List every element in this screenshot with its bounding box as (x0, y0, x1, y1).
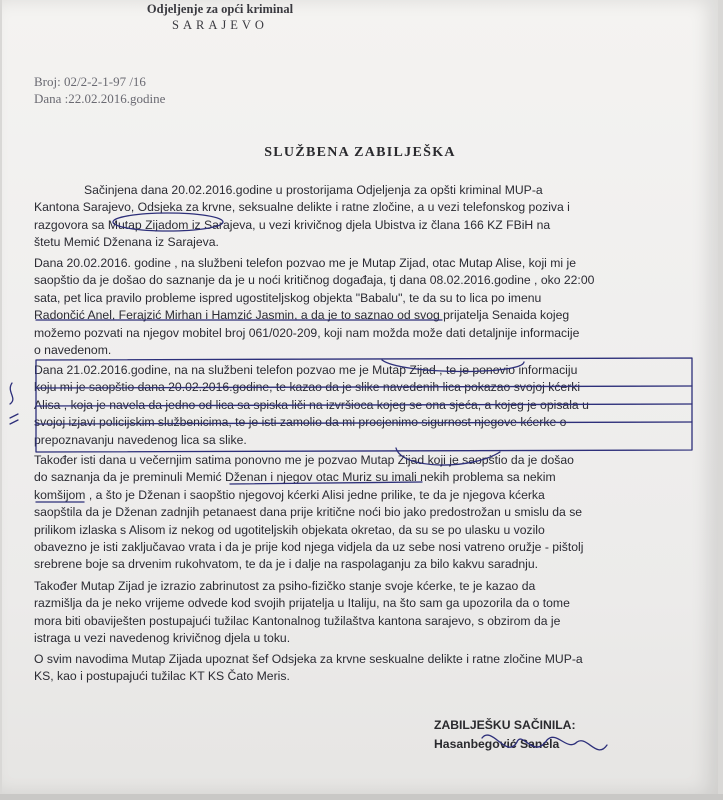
scan-edge (0, 794, 723, 800)
document-page (2, 0, 718, 794)
paragraph-evening-call (34, 452, 684, 574)
reference-number: Broj: 02/2-2-1-97 /16 (34, 74, 146, 89)
letterhead (120, 2, 320, 33)
paragraph-conclusion (34, 651, 684, 686)
pen-margin-mark (10, 383, 13, 404)
text-line: obavezno je isti zaključavao vrata i da je prije kod njega vidjela da uz sebe nosi vatreno oružje - pištolj (34, 540, 584, 555)
text-line: prilikom izlaska s Alisom iz nekog od ugotiteljskih objekata okretao, da su se po ulasku u vozilo (34, 522, 545, 537)
signatory-name: Hasanbegović Sanela (434, 737, 560, 751)
text-line: saopštila da je Dženan zadnjih petanaest dana prije kritične noći bio jako predostrožan u smislu da se (34, 505, 583, 520)
document-date: Dana :22.02.2016.godine (34, 91, 166, 106)
text-line: razgovora sa Mutap Zijadom iz Sarajeva, u vezi krivičnog djela Ubistva iz člana 166 KZ FBiH na (34, 217, 551, 232)
city-name: SARAJEVO (172, 18, 268, 32)
text-line: srebrene boje sa drvenim rukohvatom, te da je i dalje na raspolaganju za bilo kakvu saradnju. (34, 557, 539, 572)
document-title: SLUŽBENA ZABILJEŠKA (264, 145, 456, 160)
text-line: razmišlja da je neko vrijeme odvede kod svojih prijatelja u Italiju, na što sam ga upozorila da o tome (34, 596, 570, 611)
department-name: Odjeljenje za opći kriminal (146, 2, 294, 16)
text-line: komšijom , a što je Dženan i saopštio njegovoj kćerki Alisi jedne prilike, te da je njegova kćerka (34, 487, 545, 502)
text-line: Radončić Anel, Ferajzić Mirhan i Hamzić Jasmin, a da je to saznao od svog prijatelja Senaida kojeg (34, 308, 570, 323)
paragraph-intro (34, 182, 684, 252)
pen-margin-mark (10, 414, 18, 424)
text-line: sata, pet lica pravilo probleme ispred ugostiteljskog objekta "Babalu", te da su to lica po imenu (34, 290, 542, 305)
text-line: štetu Memić Dženana iz Sarajeva. (34, 235, 219, 250)
text-line: koju mi je saopštio dana 20.02.2016.godine, te kazao da je slike navedenih lica pokazao svojoj kćerki (34, 380, 581, 395)
text-line: Kantona Sarajevo, Odsjeka za krvne, seksualne delikte i ratne zločine, a u vezi telefonskog poziva i (34, 200, 570, 215)
text-line: Dana 20.02.2016. godine , na službeni telefon pozvao me je Mutap Zijad, otac Mutap Alise, koji mi je (34, 256, 576, 270)
text-line: saopštio da je došao do saznanje da je u noći kritičnog događaja, tj dana 08.02.2016.godine , oko 22:00 (34, 273, 595, 288)
paragraph-second-call (34, 362, 684, 449)
text-line: mora biti obaviješten postupajući tužilac Kantonalnog tužilaštva kantona sarajevo, s obzirom da je (34, 613, 561, 628)
text-line: Alisa , koja je navela da jedno od lica sa spiska liči na izvršioca kojeg se ona sjeća, a kojeg je opisala u (34, 397, 589, 412)
paragraph-concern (34, 578, 684, 648)
text-line: istraga u vezi navedenog krivičnog djela u toku. (34, 631, 291, 646)
text-line: Također Mutap Zijad je izrazio zabrinutost za psiho-fizičko stanje svoje kćerke, te je kazao da (34, 579, 536, 593)
text-line: Sačinjena dana 20.02.2016.godine u prostorijama Odjeljenja za opšti kriminal MUP-a (84, 183, 543, 197)
text-line: O svim navodima Mutap Zijada upoznat šef Odsjeka za krvne seskualne delikte i ratne zločine MUP-a (34, 652, 583, 666)
text-line: prepoznavanju navedenog lica sa slike. (34, 432, 247, 447)
text-line: Dana 21.02.2016.godine, na na službeni telefon pozvao me je Mutap Zijad , te je ponovio informaciju (34, 363, 578, 377)
document-meta (34, 73, 165, 107)
paragraph-first-call (34, 255, 684, 359)
text-line: Također isti dana u večernjim satima ponovno me je pozvao Mutap Zijad koji je saopštio da je došao (34, 453, 574, 467)
text-line: možemo pozvati na njegov mobitel broj 061/020-209, koji nam možda može dati detaljnije informacije (34, 325, 580, 340)
text-line: do saznanja da je preminuli Memić Dženan i njegov otac Muriz su imali nekih problema sa nekim (34, 470, 556, 485)
text-line: svojoj izjavi policijskim službenicima, te je isti zamolio da mi procjenimo sigurnost njegove kćerke o (34, 415, 567, 430)
text-line: KS, kao i postupajući tužilac KT KS Čato Meris. (34, 669, 290, 684)
text-line: o navedenom. (34, 343, 112, 358)
signature-block (434, 716, 576, 754)
signature-heading: ZABILJEŠKU SAČINILA: (434, 718, 576, 732)
